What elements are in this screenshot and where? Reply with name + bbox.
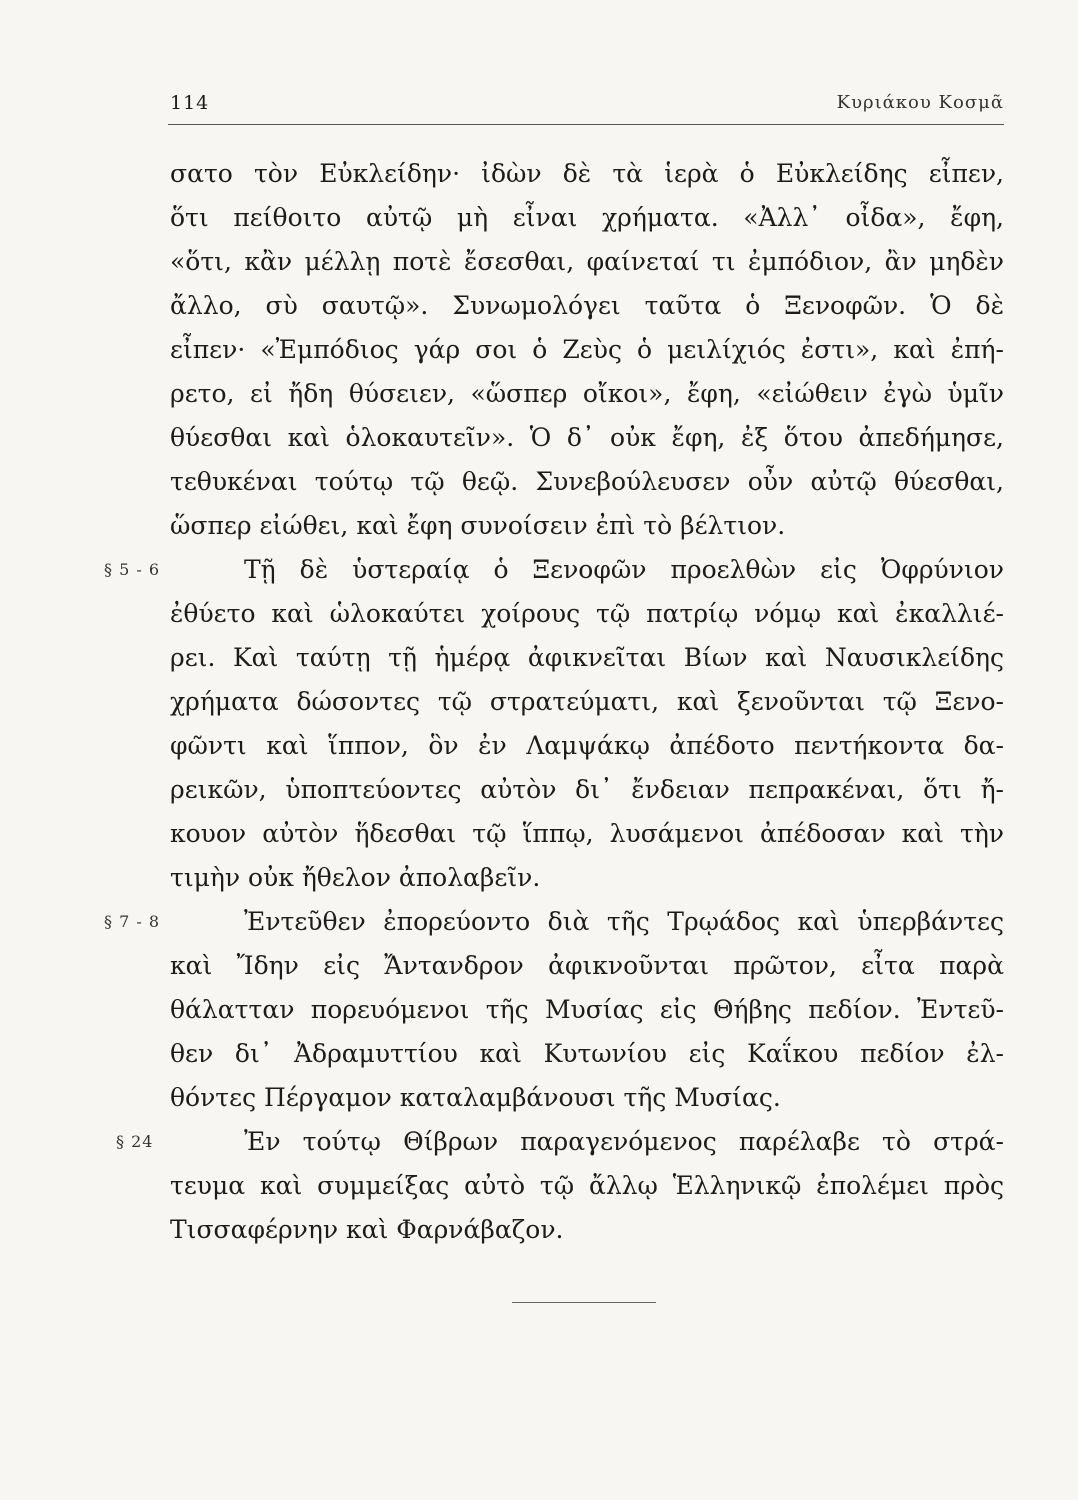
text-line: θεν δι᾽ Ἀδραμυττίου καὶ Κυτωνίου εἰς Καΐκου πεδίον ἐλ- [170, 1039, 1004, 1068]
text-line: ρει. Καὶ ταύτῃ τῇ ἡμέρᾳ ἀφικνεῖται Βίων καὶ Ναυσικλείδης [170, 643, 1004, 672]
text-line: εἶπεν· «Ἐμπόδιος γάρ σοι ὁ Ζεὺς ὁ μειλίχιός ἐστι», καὶ ἐπή- [170, 335, 1004, 364]
text-line: ἐθύετο καὶ ὡλοκαύτει χοίρους τῷ πατρίῳ νόμῳ καὶ ἐκαλλιέ- [170, 599, 1004, 628]
section-marker: § 5 - 6 [104, 560, 161, 579]
text-line: τεθυκέναι τούτῳ τῷ θεῷ. Συνεβούλευσεν οὖν αὐτῷ θύεσθαι, [170, 467, 1004, 496]
text-line: ἄλλο, σὺ σαυτῷ». Συνωμολόγει ταῦτα ὁ Ξενοφῶν. Ὁ δὲ [170, 291, 1004, 320]
text-line: τιμὴν οὐκ ἤθελον ἀπολαβεῖν. [170, 863, 541, 892]
text-line: χρήματα δώσοντες τῷ στρατεύματι, καὶ ξενοῦνται τῷ Ξενο- [170, 687, 1004, 716]
text-line: θόντες Πέργαμον καταλαμβάνουσι τῆς Μυσίας. [170, 1083, 781, 1112]
text-line: Ἐντεῦθεν ἐπορεύοντο διὰ τῆς Τρῳάδος καὶ ὑπερβάντες [244, 907, 1004, 936]
text-line: Ἐν τούτῳ Θίβρων παραγενόμενος παρέλαβε τὸ στρά- [244, 1127, 1004, 1156]
text-line: κουον αὐτὸν ἥδεσθαι τῷ ἵππῳ, λυσάμενοι ἀπέδοσαν καὶ τὴν [170, 819, 1004, 848]
text-line: καὶ Ἴδην εἰς Ἄντανδρον ἀφικνοῦνται πρῶτον, εἶτα παρὰ [170, 951, 1004, 980]
page-number: 114 [170, 92, 210, 114]
text-line: «ὅτι, κἂν μέλλῃ ποτὲ ἔσεσθαι, φαίνεταί τι ἐμπόδιον, ἂν μηδὲν [170, 247, 1004, 276]
text-line: Τῇ δὲ ὑστεραίᾳ ὁ Ξενοφῶν προελθὼν εἰς Ὀφρύνιον [244, 555, 1004, 584]
running-head: Κυριάκου Κοσμᾶ [836, 92, 1004, 113]
text-line: ὥσπερ εἰώθει, καὶ ἔφη συνοίσειν ἐπὶ τὸ βέλτιον. [170, 511, 786, 540]
text-line: θύεσθαι καὶ ὁλοκαυτεῖν». Ὁ δ᾽ οὐκ ἔφη, ἐξ ὅτου ἀπεδήμησε, [170, 423, 1004, 452]
text-line: ρεικῶν, ὑποπτεύοντες αὐτὸν δι᾽ ἔνδειαν πεπρακέναι, ὅτι ἤ- [170, 775, 1004, 804]
text-line: σατο τὸν Εὐκλείδην· ἰδὼν δὲ τὰ ἱερὰ ὁ Εὐκλείδης εἶπεν, [170, 159, 1004, 188]
section-marker: § 24 [116, 1132, 154, 1151]
text-line: τευμα καὶ συμμείξας αὐτὸ τῷ ἄλλῳ Ἑλληνικῷ ἐπολέμει πρὸς [170, 1171, 1004, 1200]
text-line: θάλατταν πορευόμενοι τῆς Μυσίας εἰς Θήβης πεδίον. Ἐντεῦ- [170, 995, 1004, 1024]
section-marker: § 7 - 8 [104, 912, 161, 931]
text-line: ρετο, εἰ ἤδη θύσειεν, «ὥσπερ οἴκοι», ἔφη, «εἰώθειν ἐγὼ ὑμῖν [170, 379, 1004, 408]
end-rule [512, 1302, 656, 1303]
text-line: ὅτι πείθοιτο αὐτῷ μὴ εἶναι χρήματα. «Ἀλλ᾽ οἶδα», ἔφη, [170, 203, 1004, 232]
header-rule [168, 124, 1004, 125]
text-line: φῶντι καὶ ἵππον, ὃν ἐν Λαμψάκῳ ἀπέδοτο πεντήκοντα δα- [170, 731, 1004, 760]
text-line: Τισσαφέρνην καὶ Φαρνάβαζον. [170, 1215, 564, 1244]
page-header [170, 84, 1004, 118]
